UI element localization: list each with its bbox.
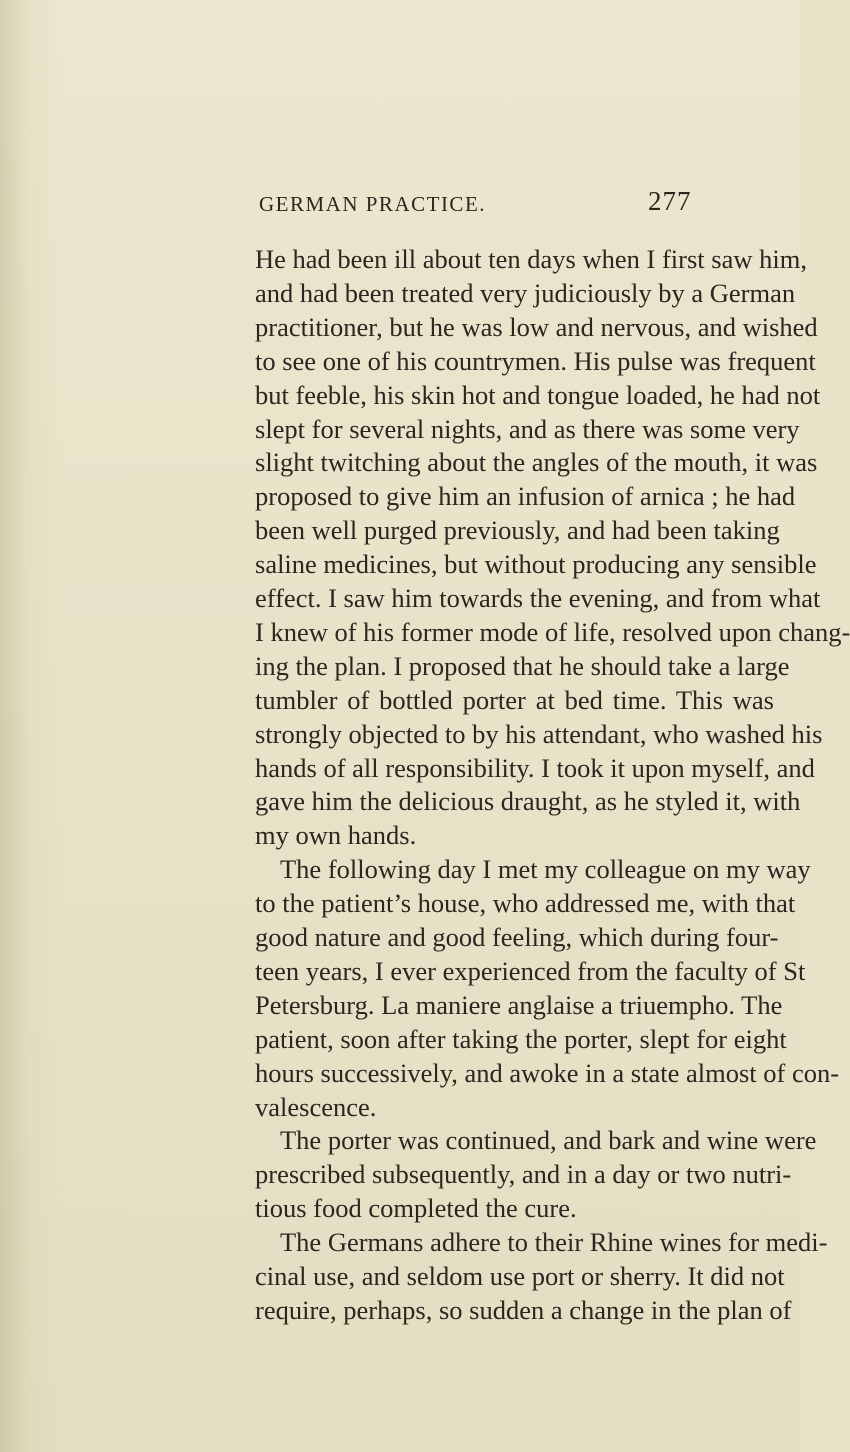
text-line: to see one of his countrymen. His pulse was frequent: [255, 345, 816, 376]
text-line: The Germans adhere to their Rhine wines for medi-: [280, 1227, 828, 1258]
text-line: ing the plan. I proposed that he should take a large: [255, 650, 790, 681]
page-header: [0, 186, 800, 222]
text-line: require, perhaps, so sudden a change in the plan of: [255, 1294, 792, 1325]
text-line: and had been treated very judiciously by a German: [255, 277, 796, 308]
text-line: prescribed subsequently, and in a day or two nutri-: [255, 1159, 792, 1190]
text-line: patient, soon after taking the porter, slept for eight: [255, 1023, 787, 1054]
text-line: hands of all responsibility. I took it upon myself, and: [255, 752, 815, 783]
text-line: been well purged previously, and had been taking: [255, 515, 780, 546]
text-line: The following day I met my colleague on my way: [280, 854, 811, 885]
text-line: The porter was continued, and bark and wine were: [280, 1125, 817, 1156]
text-line: tious food completed the cure.: [255, 1193, 577, 1224]
text-line: teen years, I ever experienced from the faculty of St: [255, 955, 806, 986]
text-line: hours successively, and awoke in a state almost of con-: [255, 1057, 840, 1088]
text-line: He had been ill about ten days when I first saw him,: [255, 244, 807, 274]
running-head: GERMAN PRACTICE.: [259, 192, 487, 216]
text-line: I knew of his former mode of life, resolved upon chang-: [255, 616, 850, 647]
text-line: proposed to give him an infusion of arnica ; he had: [255, 481, 796, 512]
text-line: practitioner, but he was low and nervous, and wished: [255, 311, 818, 342]
text-line: valescence.: [255, 1091, 377, 1122]
text-line: gave him the delicious draught, as he styled it, with: [255, 786, 801, 817]
text-line: Petersburg. La maniere anglaise a triuempho. The: [255, 989, 783, 1020]
text-line: good nature and good feeling, which during four-: [255, 922, 779, 952]
text-line: to the patient’s house, who addressed me, with that: [255, 888, 796, 919]
text-line: my own hands.: [255, 820, 417, 851]
text-line: slight twitching about the angles of the mouth, it was: [255, 447, 818, 478]
page-number: 277: [648, 186, 692, 216]
text-line: tumbler of bottled porter at bed time. This was: [255, 684, 774, 715]
text-line: strongly objected to by his attendant, who washed his: [255, 718, 823, 749]
text-line: cinal use, and seldom use port or sherry. It did not: [255, 1261, 785, 1291]
text-line: saline medicines, but without producing any sensible: [255, 549, 817, 580]
text-line: effect. I saw him towards the evening, and from what: [255, 583, 821, 613]
text-line: slept for several nights, and as there was some very: [255, 413, 800, 444]
text-line: but feeble, his skin hot and tongue loaded, he had not: [255, 379, 821, 410]
